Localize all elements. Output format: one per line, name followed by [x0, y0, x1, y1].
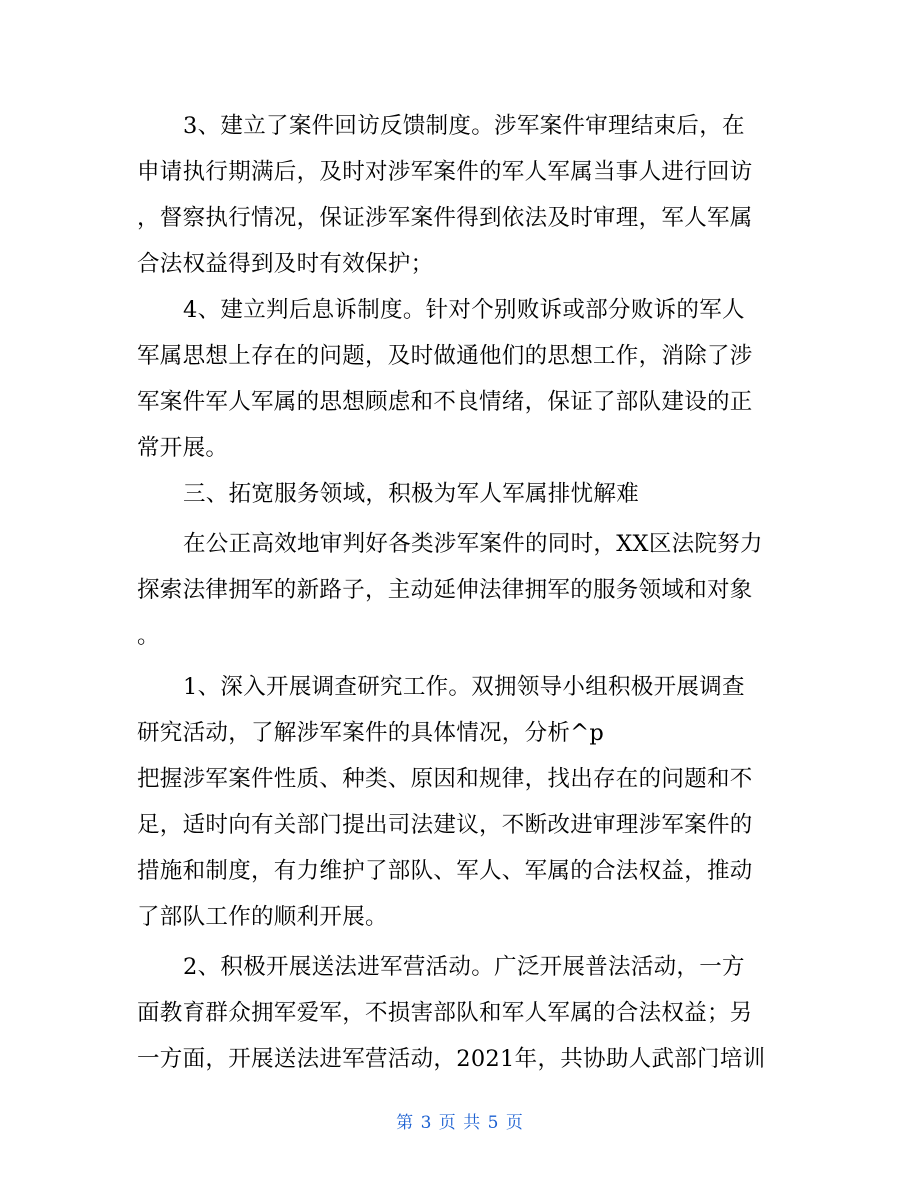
text-line: 一方面，开展送法进军营活动，2021年，共协助人武部门培训	[137, 1046, 766, 1072]
text-line: 足，适时向有关部门提出司法建议，不断改进审理涉军案件的	[137, 812, 753, 838]
section-heading: 三、拓宽服务领域，积极为军人军属排忧解难	[183, 481, 640, 507]
text-line: 常开展。	[137, 435, 229, 461]
text-line: ，督察执行情况，保证涉军案件得到依法及时审理，军人军属	[137, 205, 753, 231]
text-line: 申请执行期满后，及时对涉军案件的军人军属当事人进行回访	[137, 159, 753, 185]
text-line: 了部队工作的顺利开展。	[137, 904, 388, 930]
text-line: 。	[137, 623, 160, 649]
text-line: 合法权益得到及时有效保护；	[137, 251, 434, 277]
text-line: 探索法律拥军的新路子，主动延伸法律拥军的服务领域和对象	[137, 577, 753, 603]
text-line: 措施和制度，有力维护了部队、军人、军属的合法权益，推动	[137, 858, 753, 884]
text-line: 研究活动，了解涉军案件的具体情况，分析^p	[137, 720, 605, 746]
text-line: 把握涉军案件性质、种类、原因和规律，找出存在的问题和不	[137, 766, 753, 792]
text-line: 军案件军人军属的思想顾虑和不良情绪，保证了部队建设的正	[137, 389, 753, 415]
text-line: 3、建立了案件回访反馈制度。涉军案件审理结束后，在	[183, 113, 745, 139]
page-number-footer: 第 3 页 共 5 页	[396, 1113, 524, 1133]
text-line: 面教育群众拥军爱军，不损害部队和军人军属的合法权益；另	[137, 1000, 753, 1026]
text-line: 4、建立判后息诉制度。针对个别败诉或部分败诉的军人	[183, 297, 745, 323]
text-line: 1、深入开展调查研究工作。双拥领导小组积极开展调查	[183, 674, 745, 700]
text-line: 在公正高效地审判好各类涉军案件的同时，XX区法院努力	[183, 531, 763, 557]
text-line: 2、积极开展送法进军营活动。广泛开展普法活动，一方	[183, 954, 745, 980]
text-line: 军属思想上存在的问题，及时做通他们的思想工作，消除了涉	[137, 343, 753, 369]
